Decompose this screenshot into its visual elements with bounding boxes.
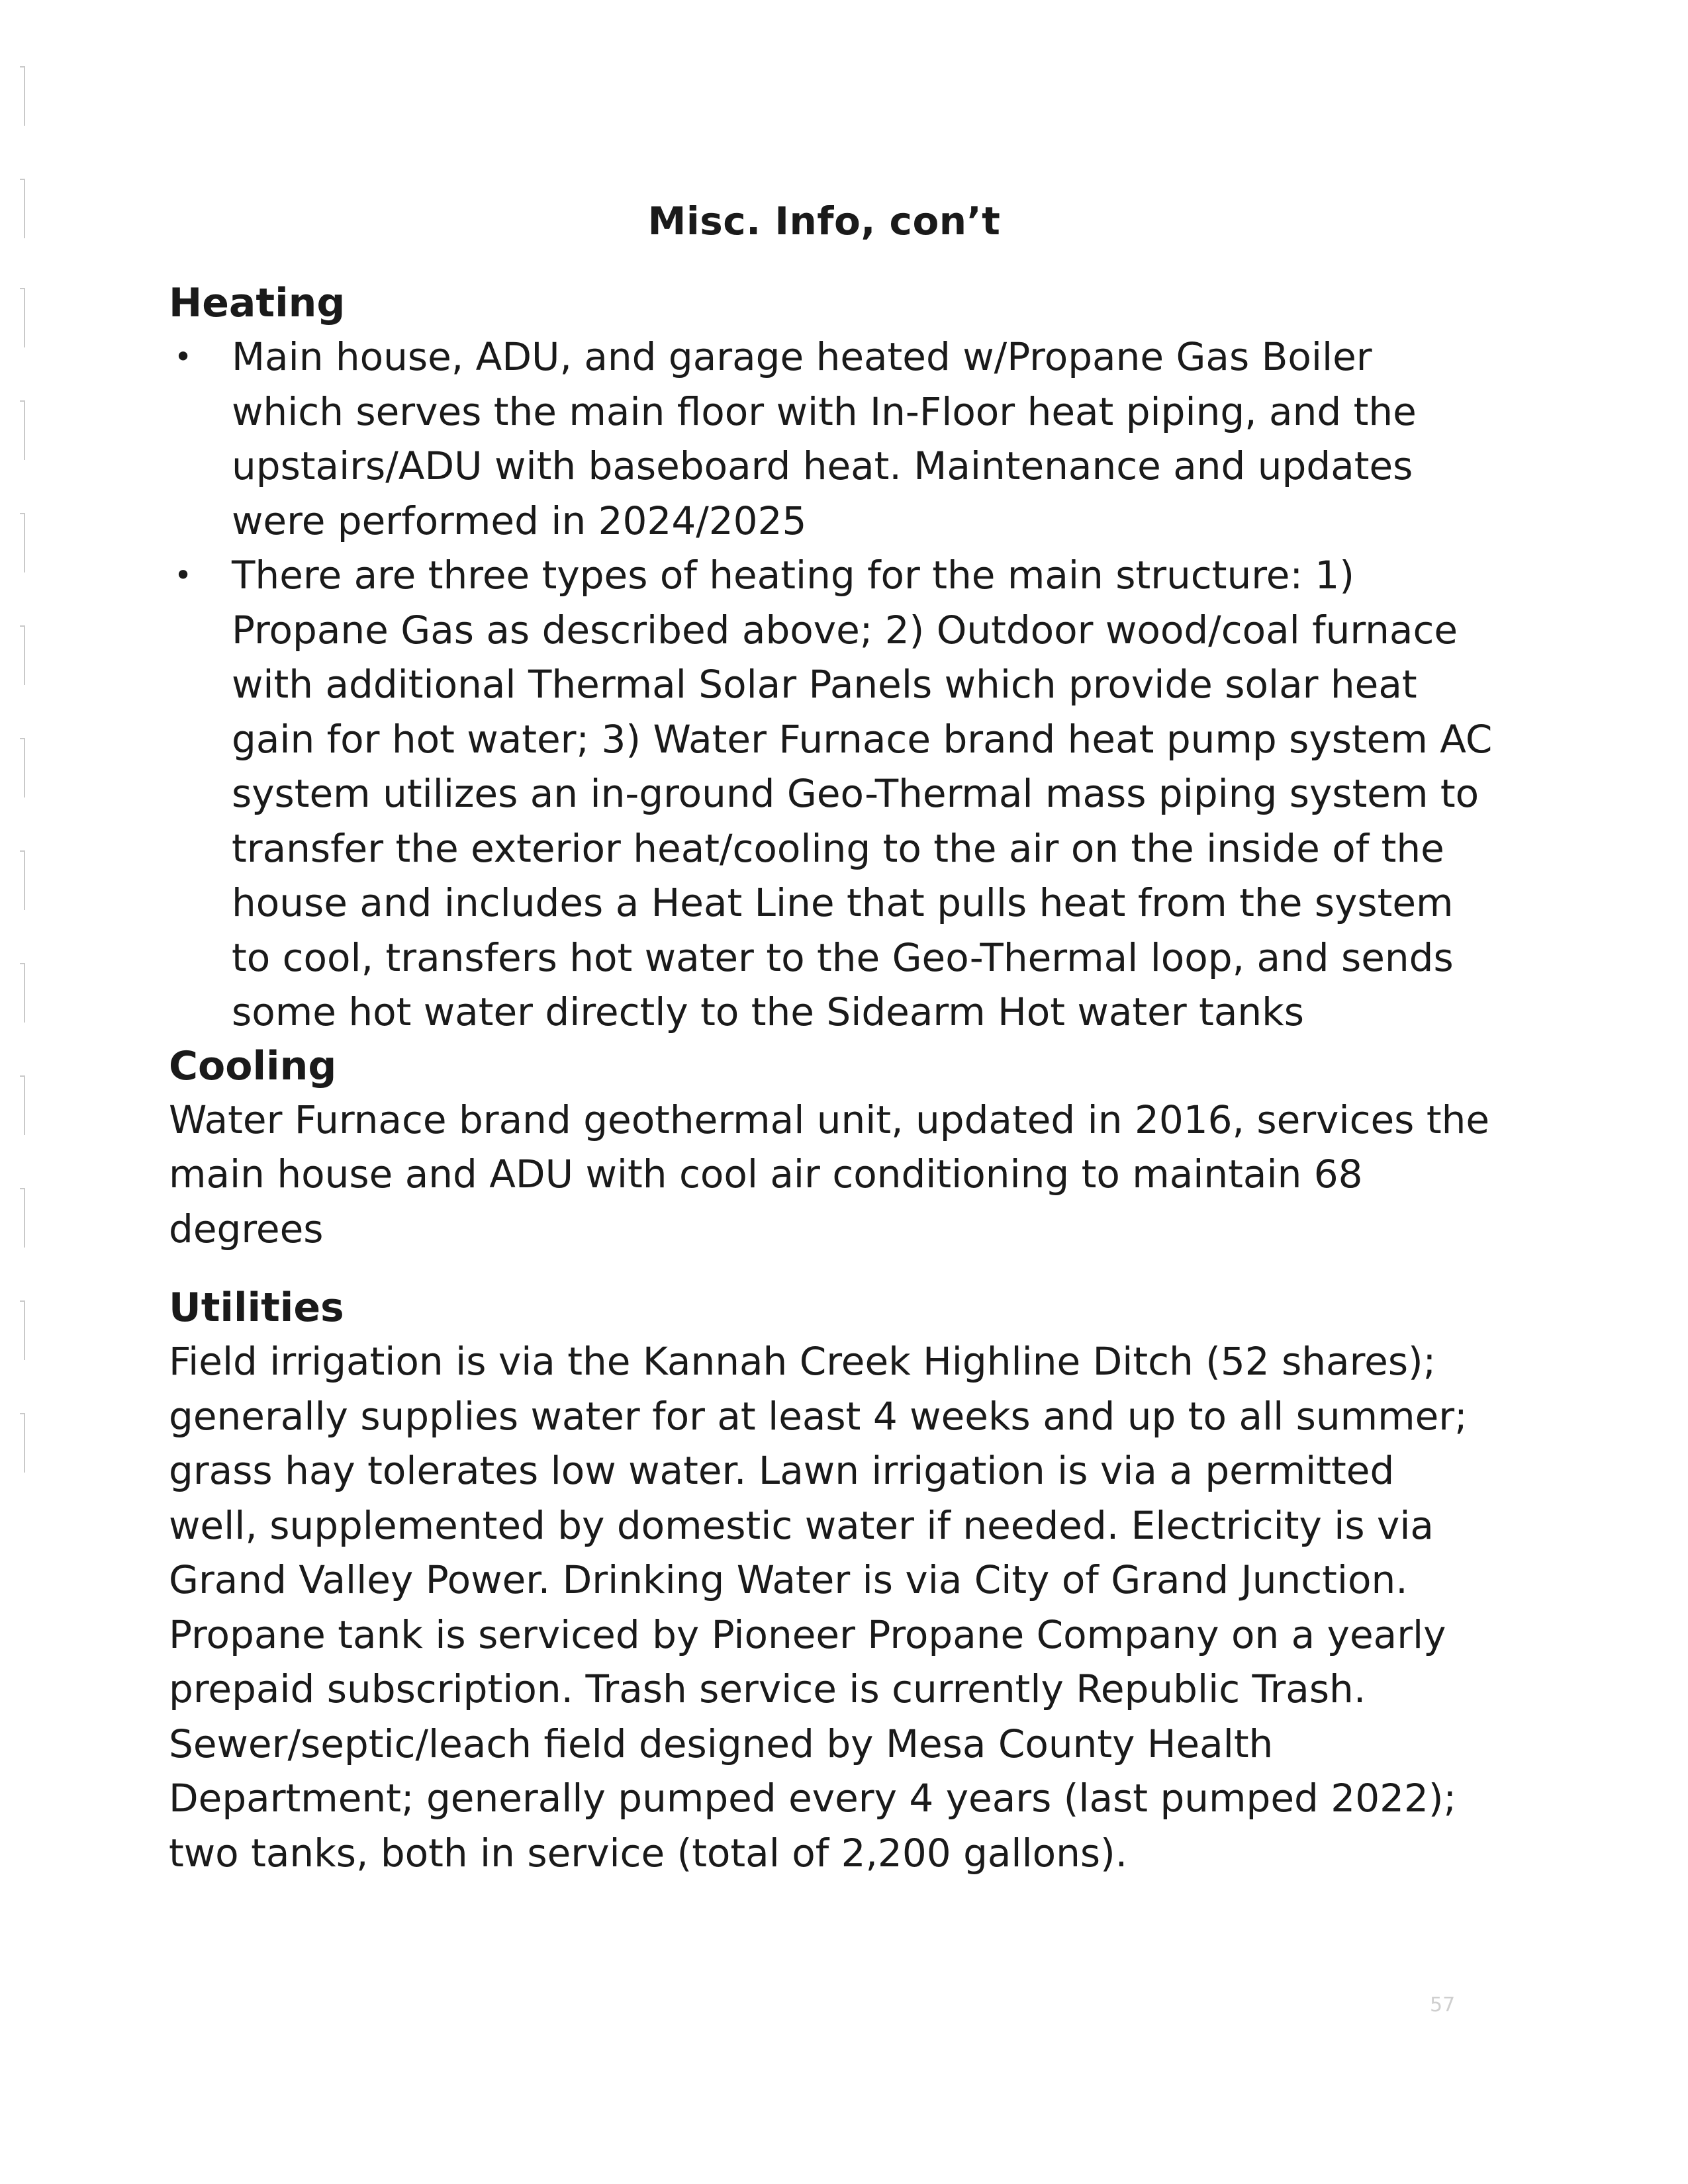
cooling-paragraph: Water Furnace brand geothermal unit, updated in 2016, services the main house and ADU with cool air conditioning to maintain 68 degrees (169, 1097, 1490, 1251)
heating-bullet-1-text: Main house, ADU, and garage heated w/Propane Gas Boiler which serves the main floor with In-Floor heat piping, and the upstairs/ADU with baseboard heat. Maintenance and updates were performed in 2024/2025 (232, 334, 1417, 543)
heating-bullet-list (169, 330, 1493, 1040)
utilities-paragraph: Field irrigation is via the Kannah Creek Highline Ditch (52 shares); generally supplies water for at least 4 weeks and up to all summer; grass hay tolerates low water. Lawn irrigation is via a permitted well, supplemented by domestic water if needed. Electricity is via Grand Valley Power. Drinking Water is via City of Grand Junction. Propane tank is serviced by Pioneer Propane Company on a yearly prepaid subscription. Trash service is currently Republic Trash. Sewer/septic/leach field designed by Mesa County Health Department; generally pumped every 4 years (last pumped 2022); two tanks, both in service (total of 2,200 gallons). (169, 1339, 1468, 1876)
scan-edge-marks (20, 66, 33, 1522)
heating-bullet-2-text: There are three types of heating for the main structure: 1) Propane Gas as described above; 2) Outdoor wood/coal furnace with additional Thermal Solar Panels which provide solar heat gain for hot water; 3) Water Furnace brand heat pump system AC system utilizes an in-ground Geo-Thermal mass piping system to transfer the exterior heat/cooling to the air on the inside of the house and includes a Heat Line that pulls heat from the system to cool, transfers hot water to the Geo-Thermal loop, and sends some hot water directly to the Sidearm Hot water tanks (232, 553, 1493, 1034)
bullet-marker: • (174, 557, 193, 593)
page-number: 57 (1430, 1993, 1456, 2017)
cooling-heading: Cooling (169, 1042, 337, 1089)
heating-bullet-1 (169, 330, 1493, 548)
page-title: Misc. Info, con’t (647, 199, 1001, 244)
utilities-heading: Utilities (169, 1285, 344, 1331)
bullet-marker: • (174, 339, 193, 375)
document-body (169, 277, 1493, 1880)
section-spacer (169, 1256, 1493, 1281)
heating-bullet-2 (169, 548, 1493, 1040)
heating-heading: Heating (169, 280, 346, 326)
